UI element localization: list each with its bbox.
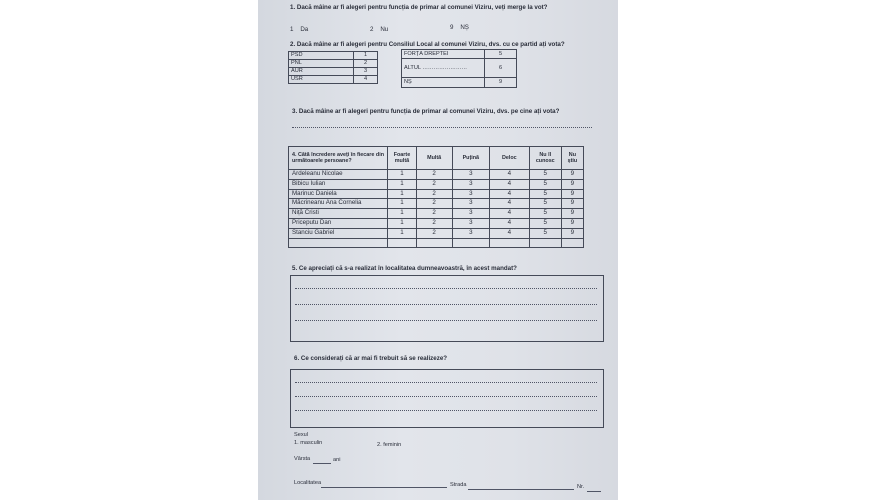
code-cell[interactable]: 1 bbox=[388, 199, 416, 209]
person-name: Niță Cristi bbox=[289, 209, 388, 219]
code-cell[interactable]: 3 bbox=[452, 189, 489, 199]
person-name: Marinuc Daniela bbox=[289, 189, 388, 199]
party-name: USR bbox=[289, 76, 354, 84]
q1-code-2: 2 bbox=[370, 26, 374, 33]
party-code: 5 bbox=[485, 50, 517, 59]
party-name: ALTUL …………………… bbox=[402, 59, 485, 78]
answer-line bbox=[295, 410, 597, 411]
sex-label: Sexul bbox=[294, 432, 308, 438]
code-cell[interactable]: 2 bbox=[416, 170, 452, 180]
code-cell[interactable]: 4 bbox=[489, 218, 529, 228]
party-row[interactable] bbox=[289, 60, 378, 68]
q1-option-yes[interactable] bbox=[290, 27, 308, 33]
code-cell[interactable]: 5 bbox=[529, 199, 561, 209]
sex-female-option[interactable]: 2. feminin bbox=[377, 442, 402, 448]
code-cell[interactable]: 3 bbox=[452, 228, 489, 238]
party-row[interactable] bbox=[402, 78, 517, 88]
answer-line bbox=[295, 320, 597, 321]
code-cell[interactable]: 2 bbox=[416, 209, 452, 219]
questionnaire-sheet bbox=[258, 0, 618, 500]
party-row[interactable] bbox=[289, 52, 378, 60]
q1-code-9: 9 bbox=[450, 24, 454, 31]
q4-trust-table bbox=[288, 146, 584, 248]
party-code: 1 bbox=[354, 52, 378, 60]
code-cell[interactable]: 2 bbox=[416, 189, 452, 199]
code-cell[interactable]: 1 bbox=[388, 170, 416, 180]
code-cell[interactable]: 2 bbox=[416, 199, 452, 209]
code-cell[interactable]: 3 bbox=[452, 179, 489, 189]
party-code: 4 bbox=[354, 76, 378, 84]
code-cell[interactable]: 9 bbox=[561, 179, 583, 189]
code-cell[interactable]: 4 bbox=[489, 170, 529, 180]
party-row[interactable] bbox=[402, 59, 517, 78]
q4-question: 4. Câtă încredere aveți în fiecare din următoarele persoane? bbox=[289, 147, 388, 170]
number-label: Nr. bbox=[577, 484, 585, 490]
table-row bbox=[289, 170, 584, 180]
answer-line bbox=[295, 382, 597, 383]
table-row bbox=[289, 209, 584, 219]
code-cell[interactable]: 3 bbox=[452, 170, 489, 180]
code-cell[interactable]: 9 bbox=[561, 170, 583, 180]
q4-header-row bbox=[289, 147, 584, 170]
q1-question: 1. Dacă mâine ar fi alegeri pentru funcția de primar al comunei Viziru, veți merge la vot? bbox=[290, 4, 548, 11]
q2-question: 2. Dacă mâine ar fi alegeri pentru Consiliul Local al comunei Viziru, dvs. cu ce partid ați vota? bbox=[290, 41, 565, 48]
number-input-line[interactable] bbox=[587, 491, 601, 492]
code-cell[interactable]: 5 bbox=[529, 170, 561, 180]
street-input-line[interactable] bbox=[468, 489, 574, 490]
party-name: FORȚA DREPTEI bbox=[402, 50, 485, 59]
age-label: Vârsta bbox=[294, 456, 311, 462]
code-cell[interactable]: 1 bbox=[388, 228, 416, 238]
code-cell[interactable]: 3 bbox=[452, 209, 489, 219]
q1-label-nu: Nu bbox=[380, 26, 389, 33]
col-header: Deloc bbox=[489, 147, 529, 170]
code-cell[interactable]: 2 bbox=[416, 179, 452, 189]
code-cell[interactable]: 3 bbox=[452, 218, 489, 228]
party-row[interactable] bbox=[402, 50, 517, 59]
col-header: Nu îl cunosc bbox=[529, 147, 561, 170]
locality-input-line[interactable] bbox=[321, 487, 447, 488]
col-header: Multă bbox=[416, 147, 452, 170]
code-cell[interactable]: 4 bbox=[489, 209, 529, 219]
table-row bbox=[289, 189, 584, 199]
col-header: Puțină bbox=[452, 147, 489, 170]
person-name: Măcrineanu Ana Cornelia bbox=[289, 199, 388, 209]
answer-line bbox=[295, 396, 597, 397]
age-input-line[interactable] bbox=[313, 463, 331, 464]
party-code: 9 bbox=[485, 78, 517, 88]
code-cell[interactable]: 9 bbox=[561, 209, 583, 219]
code-cell[interactable]: 2 bbox=[416, 228, 452, 238]
party-name: AUR bbox=[289, 68, 354, 76]
q2-left-party-table bbox=[288, 51, 378, 84]
code-cell[interactable]: 1 bbox=[388, 179, 416, 189]
person-name: Ardeleanu Nicolae bbox=[289, 170, 388, 180]
code-cell[interactable]: 3 bbox=[452, 199, 489, 209]
code-cell[interactable]: 5 bbox=[529, 189, 561, 199]
code-cell[interactable]: 1 bbox=[388, 189, 416, 199]
code-cell[interactable]: 1 bbox=[388, 218, 416, 228]
code-cell[interactable]: 9 bbox=[561, 189, 583, 199]
street-label: Strada bbox=[450, 482, 467, 488]
code-cell[interactable]: 2 bbox=[416, 218, 452, 228]
party-code: 3 bbox=[354, 68, 378, 76]
q1-label-da: Da bbox=[300, 26, 309, 33]
code-cell[interactable]: 4 bbox=[489, 179, 529, 189]
code-cell[interactable]: 5 bbox=[529, 228, 561, 238]
answer-line bbox=[295, 304, 597, 305]
code-cell[interactable]: 9 bbox=[561, 228, 583, 238]
age-unit: ani bbox=[333, 457, 341, 463]
locality-label: Localitatea bbox=[294, 480, 322, 486]
q6-answer-box[interactable] bbox=[290, 369, 604, 428]
code-cell[interactable]: 4 bbox=[489, 199, 529, 209]
q3-question: 3. Dacă mâine ar fi alegeri pentru funcția de primar al comunei Viziru, dvs. pe cine ați vota? bbox=[292, 108, 560, 115]
code-cell[interactable]: 5 bbox=[529, 209, 561, 219]
code-cell[interactable]: 9 bbox=[561, 199, 583, 209]
party-name: NȘ bbox=[402, 78, 485, 88]
person-name: Priceputu Dan bbox=[289, 218, 388, 228]
party-name: PNL bbox=[289, 60, 354, 68]
party-name: PSD bbox=[289, 52, 354, 60]
q1-option-ns[interactable] bbox=[450, 25, 469, 31]
q3-answer-line[interactable] bbox=[292, 127, 592, 128]
person-name: Bibicu Iulian bbox=[289, 179, 388, 189]
code-cell[interactable]: 5 bbox=[529, 218, 561, 228]
q5-answer-box[interactable] bbox=[290, 275, 604, 342]
sex-male-option[interactable]: 1. masculin bbox=[294, 440, 323, 446]
code-cell[interactable]: 1 bbox=[388, 209, 416, 219]
q5-question: 5. Ce apreciați că s-a realizat în localitatea dumneavoastră, în acest mandat? bbox=[292, 265, 517, 272]
code-cell[interactable]: 5 bbox=[529, 179, 561, 189]
party-code: 2 bbox=[354, 60, 378, 68]
party-row[interactable] bbox=[289, 76, 378, 84]
table-row bbox=[289, 218, 584, 228]
table-row bbox=[289, 228, 584, 238]
table-row bbox=[289, 199, 584, 209]
q1-option-no[interactable] bbox=[370, 27, 388, 33]
table-row-empty bbox=[289, 238, 584, 248]
col-header: Nu știu bbox=[561, 147, 583, 170]
party-code: 6 bbox=[485, 59, 517, 78]
code-cell[interactable]: 4 bbox=[489, 189, 529, 199]
code-cell[interactable]: 9 bbox=[561, 218, 583, 228]
q2-right-party-table bbox=[401, 49, 517, 88]
q1-code-1: 1 bbox=[290, 26, 294, 33]
party-row[interactable] bbox=[289, 68, 378, 76]
q1-label-ns: NȘ bbox=[460, 24, 469, 31]
answer-line bbox=[295, 288, 597, 289]
col-header: Foarte multă bbox=[388, 147, 416, 170]
q6-question: 6. Ce considerați că ar mai fi trebuit să se realizeze? bbox=[294, 355, 448, 362]
code-cell[interactable]: 4 bbox=[489, 228, 529, 238]
person-name: Stanciu Gabriel bbox=[289, 228, 388, 238]
table-row bbox=[289, 179, 584, 189]
